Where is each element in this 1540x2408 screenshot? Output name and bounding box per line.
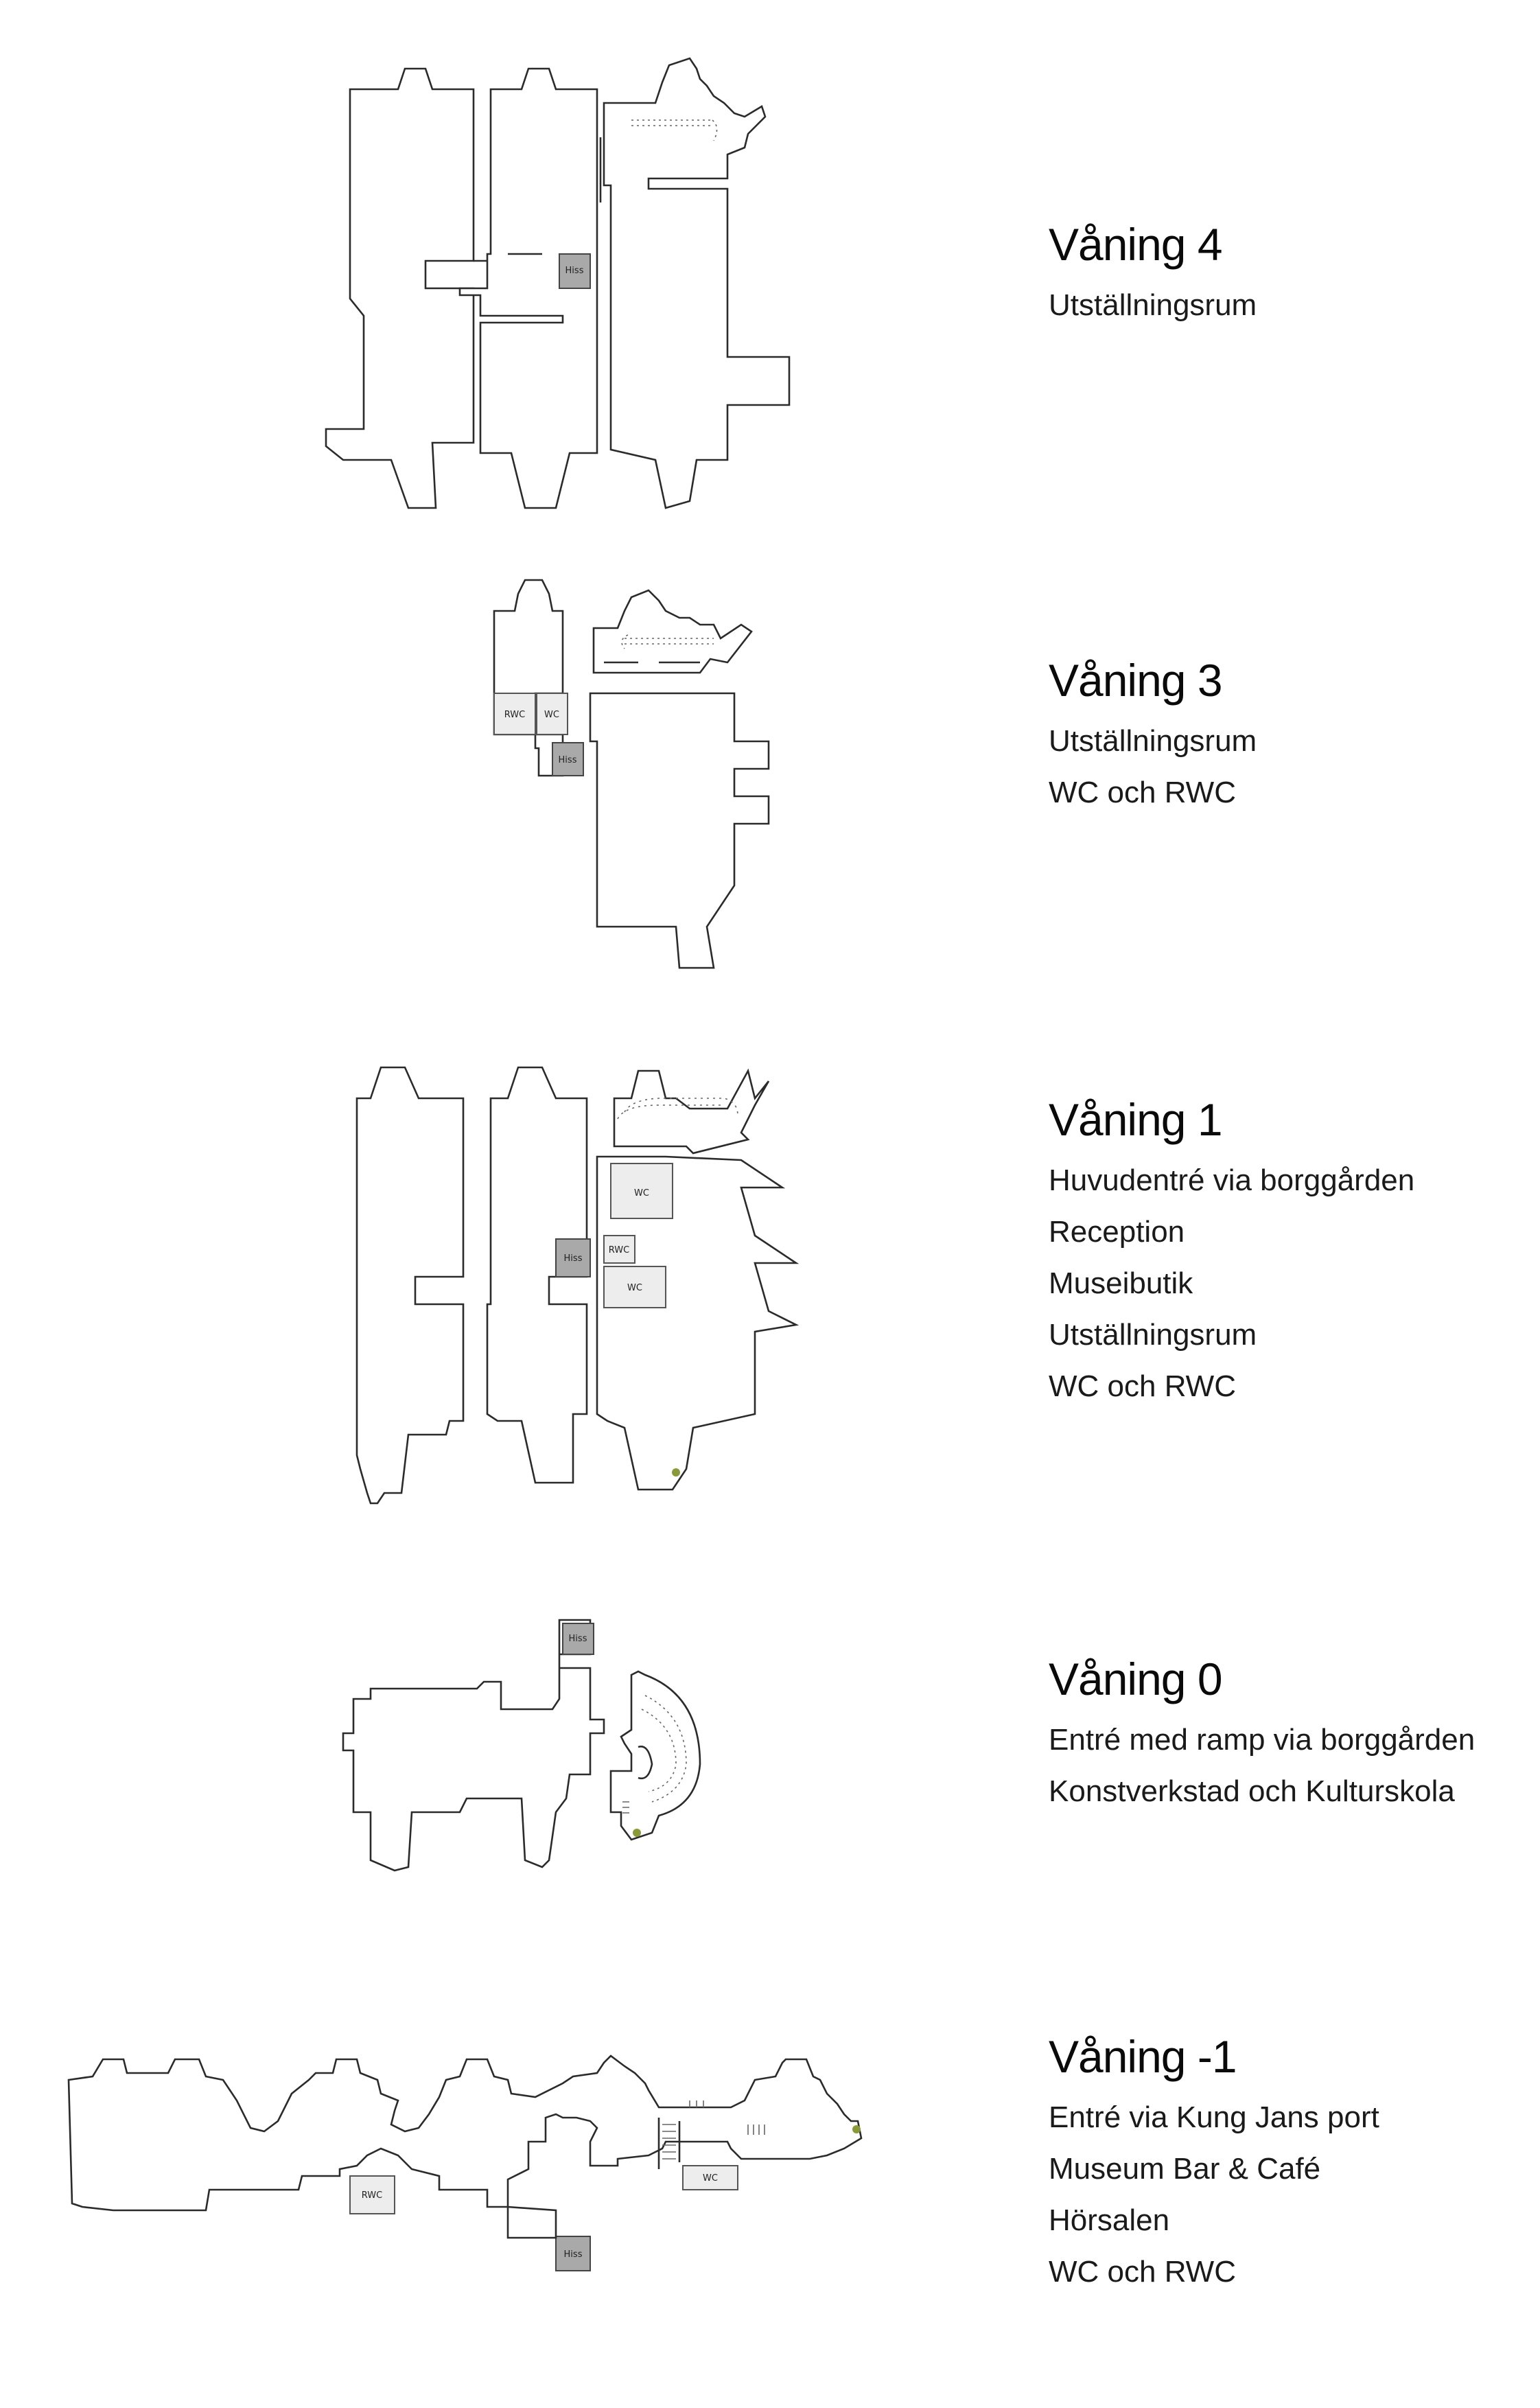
floor-plan-vm1 (55, 2039, 920, 2286)
floor-feature: Konstverkstad och Kulturskola (1049, 1774, 1455, 1808)
wc-top-v1 (611, 1164, 673, 1218)
floor-feature: WC och RWC (1049, 2254, 1236, 2289)
floor-plan-v1 (343, 1030, 824, 1510)
entrance-marker (633, 1829, 641, 1837)
svg-text:RWC: RWC (504, 710, 526, 720)
floor-feature: WC och RWC (1049, 775, 1236, 809)
floor-feature: Museum Bar & Café (1049, 2151, 1321, 2186)
svg-text:WC: WC (627, 1283, 642, 1293)
floor-title: Våning 3 (1049, 655, 1222, 706)
floor-feature: Museibutik (1049, 1266, 1193, 1300)
floor-plan-v4 (316, 55, 810, 522)
wc-vm1 (683, 2166, 738, 2190)
floor-plan-v0 (329, 1606, 775, 1881)
svg-text:RWC: RWC (608, 1245, 630, 1255)
floor-title: Våning 4 (1049, 219, 1222, 270)
svg-text:Hiss: Hiss (563, 1253, 583, 1264)
floor-info-v0 (1049, 1654, 1475, 1817)
floor-plan-v3 (480, 563, 775, 975)
floor-info-v4 (1049, 220, 1257, 331)
floor-feature: Utställningsrum (1049, 288, 1257, 322)
floor-info-vm1 (1049, 2032, 1379, 2297)
floor-feature: Reception (1049, 1214, 1185, 1249)
wc-bottom-v1 (604, 1266, 666, 1308)
svg-text:Hiss: Hiss (565, 266, 584, 276)
floor-title: Våning 1 (1049, 1094, 1222, 1145)
svg-text:Hiss: Hiss (558, 755, 577, 765)
svg-text:WC: WC (634, 1188, 649, 1199)
floor-title: Våning -1 (1049, 2031, 1237, 2082)
lift-v1 (556, 1239, 590, 1277)
floor-feature: Utställningsrum (1049, 723, 1257, 758)
floor-feature: Hörsalen (1049, 2203, 1170, 2237)
floor-title: Våning 0 (1049, 1654, 1222, 1704)
floor-feature: WC och RWC (1049, 1369, 1236, 1403)
entrance-marker (672, 1468, 680, 1477)
lift-vm1 (556, 2236, 590, 2271)
entrance-marker (852, 2125, 861, 2133)
svg-text:Hiss: Hiss (563, 2249, 583, 2260)
floor-feature: Huvudentré via borggården (1049, 1163, 1415, 1197)
rwc-vm1 (350, 2176, 395, 2214)
floor-info-v1 (1049, 1095, 1414, 1412)
svg-text:Hiss: Hiss (568, 1634, 587, 1644)
rwc-v1 (604, 1236, 635, 1263)
floor-feature: Entré via Kung Jans port (1049, 2100, 1379, 2134)
floor-feature: Entré med ramp via borggården (1049, 1722, 1475, 1757)
lift-v4 (559, 254, 590, 288)
svg-text:WC: WC (703, 2173, 718, 2184)
floor-feature: Utställningsrum (1049, 1317, 1257, 1352)
svg-text:WC: WC (544, 710, 559, 720)
floor-info-v3 (1049, 656, 1257, 818)
svg-text:RWC: RWC (361, 2190, 383, 2201)
